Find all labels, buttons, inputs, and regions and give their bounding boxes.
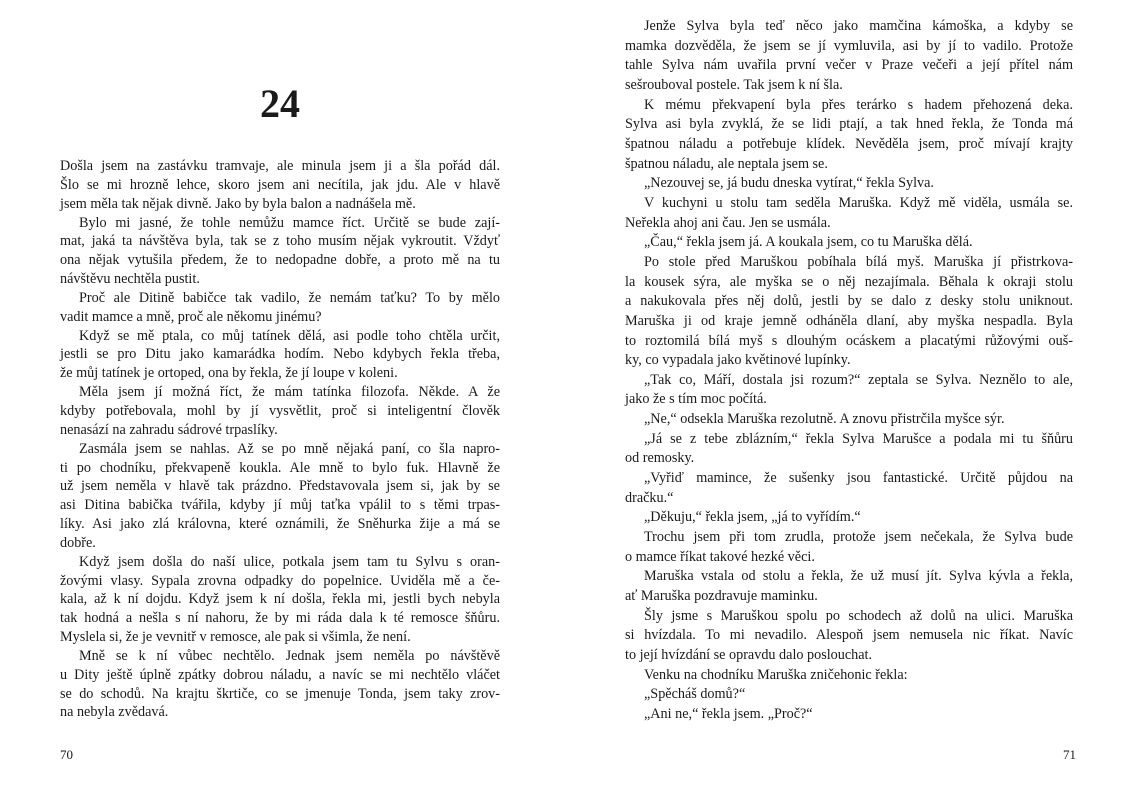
text-line: už jsem neměla v hlavě tak prázdno. Představovala jsem si, jak by se (60, 478, 500, 495)
text-line: Šlo se mi hrozně lehce, skoro jsem ani necítila, jak jdu. Ale v hlavě (60, 176, 500, 193)
text-line: ky, co vypadala jako květinové lupínky. (625, 352, 851, 369)
text-line: „Spěcháš domů?“ (644, 686, 746, 703)
text-line: Zasmála jsem se nahlas. Až se po mně nějaká paní, co šla napro- (79, 440, 500, 457)
text-line: K mému překvapení byla přes terárko s hadem přehozená deka. (644, 96, 1073, 113)
text-line: „Ani ne,“ řekla jsem. „Proč?“ (644, 705, 813, 722)
paragraph (625, 705, 1073, 725)
text-line: V kuchyni u stolu tam seděla Maruška. Když mě viděla, usmála se. (644, 194, 1073, 211)
paragraph (60, 440, 500, 553)
paragraph (625, 174, 1073, 194)
paragraph (60, 327, 500, 384)
text-line: la kousek sýra, ale myška se o něj nezajímala. Běhala k okraji stolu (625, 273, 1073, 290)
paragraph (625, 567, 1073, 606)
text-line: dobře. (60, 534, 96, 551)
text-line: sešrouboval postele. Tak jsem k ní šla. (625, 76, 843, 93)
text-line: a nakukovala přes něj dolů, jestli by se dalo z desky stolu uniknout. (625, 293, 1073, 310)
text-line: Maruška vstala od stolu a řekla, že už musí jít. Sylva kývla a řekla, (644, 568, 1073, 585)
paragraph (60, 383, 500, 440)
text-line: špatnou náladu a potřebuje klídek. Nevěděla jsem, proč mívají krajty (625, 135, 1073, 152)
text-line: návštěvu nechtěla pustit. (60, 271, 200, 288)
text-line: ti po chodníku, překvapeně koukla. Ale mně to bylo fuk. Hlavně že (60, 459, 500, 476)
paragraph (60, 157, 500, 214)
text-line: u Dity ještě úplně zpátky dobrou náladu, a navíc se mi nechtělo vláčet (60, 666, 500, 683)
text-line: jestli se pro Ditu jako kamarádka hodím. Nebo kdybych řekla třeba, (60, 346, 500, 363)
text-line: Myslela si, že je vevnitř v remosce, ale pak si všimla, že není. (60, 629, 411, 646)
text-line: žovými vlasy. Sypala zrovna odpadky do popelnice. Uviděla mě a če- (60, 572, 500, 589)
text-line: na nebyla zvědavá. (60, 704, 169, 721)
text-line: Když se mě ptala, co můj tatínek dělá, asi podle toho chtěla určit, (79, 327, 500, 344)
text-line: špatnou náladu, ale neptala jsem se. (625, 155, 828, 172)
text-line: Sylva asi byla zvyklá, že se lidi ptají, a tak hned řekla, že Tonda má (625, 116, 1073, 133)
paragraph (625, 666, 1073, 686)
text-line: jako že s tím moc počítá. (625, 391, 767, 408)
paragraph (625, 685, 1073, 705)
paragraph (625, 430, 1073, 469)
text-line: Došla jsem na zastávku tramvaje, ale minula jsem ji a šla pořád dál. (60, 158, 500, 174)
text-line: jsem měla tak nějak divně. Jako by byla balon a nadnášela mě. (60, 195, 416, 212)
text-line: tak hodná a nešla s ní nahoru, že by mi ráda dala k té remosce šňůru. (60, 610, 500, 627)
text-line: od remosky. (625, 450, 695, 467)
text-line: to její hvízdání se opravdu dalo poslouchat. (625, 647, 873, 663)
text-line: tahle Sylva nám uvařila první večer v Praze večeři a její přítel nám (625, 57, 1073, 74)
paragraph (625, 96, 1073, 175)
text-line: kala, až k ní dojdu. Když jsem k ní došla, řekla mi, jestli bych nebyla (60, 591, 500, 608)
chapter-number: 24 (260, 81, 300, 126)
text-line: si hvízdala. To mi nevadilo. Alespoň jsem nemusela nic říkat. Navíc (625, 627, 1073, 644)
text-line: Neřekla ahoj ani čau. Jen se usmála. (625, 214, 831, 231)
paragraph (625, 410, 1073, 430)
text-line: se do schodů. Na krajtu škrtiče, co se jmenuje Tonda, jsem taky zrov- (60, 685, 500, 702)
text-line: líky. Asi jako zlá královna, které oznámili, že Sněhurka žije a má se (60, 516, 500, 533)
text-line: „Děkuju,“ řekla jsem, „já to vyřídím.“ (644, 509, 861, 526)
text-line: mamka dozvěděla, že jsem se jí vymluvila, asi by jí to vadilo. Protože (625, 37, 1073, 54)
text-line: „Vyřiď mamince, že sušenky jsou fantastické. Určitě půjdou na (644, 470, 1073, 487)
left-page (0, 0, 565, 800)
paragraph (625, 371, 1073, 410)
text-line: ona nějak vytušila předem, že to nedopadne dobře, a proto mě na tu (60, 252, 500, 269)
text-line: o mamce říkat takové hezké věci. (625, 548, 815, 565)
text-line: Proč ale Ditině babičce tak vadilo, že nemám taťku? To by mělo (79, 289, 500, 306)
paragraph (60, 553, 500, 647)
paragraph (625, 253, 1073, 371)
text-line: Maruška ji od kraje jemně odháněla dlaní, aby myška nespadla. Byla (625, 312, 1073, 329)
text-line: dračku.“ (625, 489, 674, 506)
text-line: „Čau,“ řekla jsem já. A koukala jsem, co tu Maruška dělá. (644, 234, 973, 251)
text-line: to roztomilá bílá myš s dlouhým ocáskem a placatými růžovými ouš- (625, 332, 1073, 349)
paragraph (625, 508, 1073, 528)
page-number-left: 70 (60, 747, 73, 762)
text-line: Mně se k ní vůbec nechtělo. Jednak jsem neměla po návštěvě (79, 647, 500, 664)
text-line: Jenže Sylva byla teď něco jako mamčina kámoška, a kdyby se (644, 18, 1073, 34)
text-line: Venku na chodníku Maruška zničehonic řekla: (644, 666, 908, 683)
text-line: „Nezouvej se, já budu dneska vytírat,“ řekla Sylva. (644, 175, 934, 192)
text-line: Po stole před Maruškou pobíhala bílá myš. Maruška jí přistrkova- (644, 253, 1073, 270)
text-line: Trochu jsem při tom zrudla, protože jsem nečekala, že Sylva bude (644, 529, 1073, 546)
text-line: že můj tatínek je ortoped, ona by řekla, že jí loupe v koleni. (60, 365, 398, 382)
paragraph (60, 647, 500, 722)
left-page-text (60, 157, 500, 722)
text-line: „Ne,“ odsekla Maruška rezolutně. A znovu přistrčila myšce sýr. (644, 411, 1005, 428)
text-line: nenasází na zahradu sádrové trpaslíky. (60, 421, 278, 438)
text-line: Šly jsme s Maruškou spolu po schodech až dolů na ulici. Maruška (644, 607, 1073, 624)
text-line: Měla jsem jí možná říct, že mám tatínka filozofa. Někde. A že (79, 384, 500, 401)
paragraph (60, 289, 500, 327)
page-number-right: 71 (1063, 747, 1076, 762)
paragraph (625, 607, 1073, 666)
text-line: „Já se z tebe zblázním,“ řekla Sylva Marušce a podala mi tu šňůru (644, 430, 1073, 447)
paragraph (625, 194, 1073, 233)
paragraph (625, 528, 1073, 567)
text-line: Když jsem došla do naší ulice, potkala jsem tam tu Sylvu s oran- (79, 553, 500, 570)
paragraph (60, 214, 500, 289)
text-line: Bylo mi jasné, že tohle nemůžu mamce říct. Určitě se bude zají- (79, 214, 500, 231)
text-line: ať Maruška pozdravuje maminku. (625, 588, 818, 605)
paragraph (625, 469, 1073, 508)
right-page-text (625, 17, 1073, 725)
text-line: „Tak co, Máří, dostala jsi rozum?“ zeptala se Sylva. Neznělo to ale, (644, 371, 1073, 388)
paragraph (625, 17, 1073, 96)
text-line: mat, jaká ta návštěva byla, tak se z toho musím nějak vykroutit. Vždyť (60, 233, 500, 250)
right-page (566, 0, 1131, 800)
text-line: asi Ditina babička tvářila, kdyby jí můj taťka vpálil to s těmi trpas- (60, 497, 500, 514)
text-line: kdyby potřebovala, mohl by jí vysvětlit, proč si inteligentní člověk (60, 402, 500, 419)
text-line: vadit mamce a mně, proč ale někomu jinému? (60, 308, 322, 325)
paragraph (625, 233, 1073, 253)
